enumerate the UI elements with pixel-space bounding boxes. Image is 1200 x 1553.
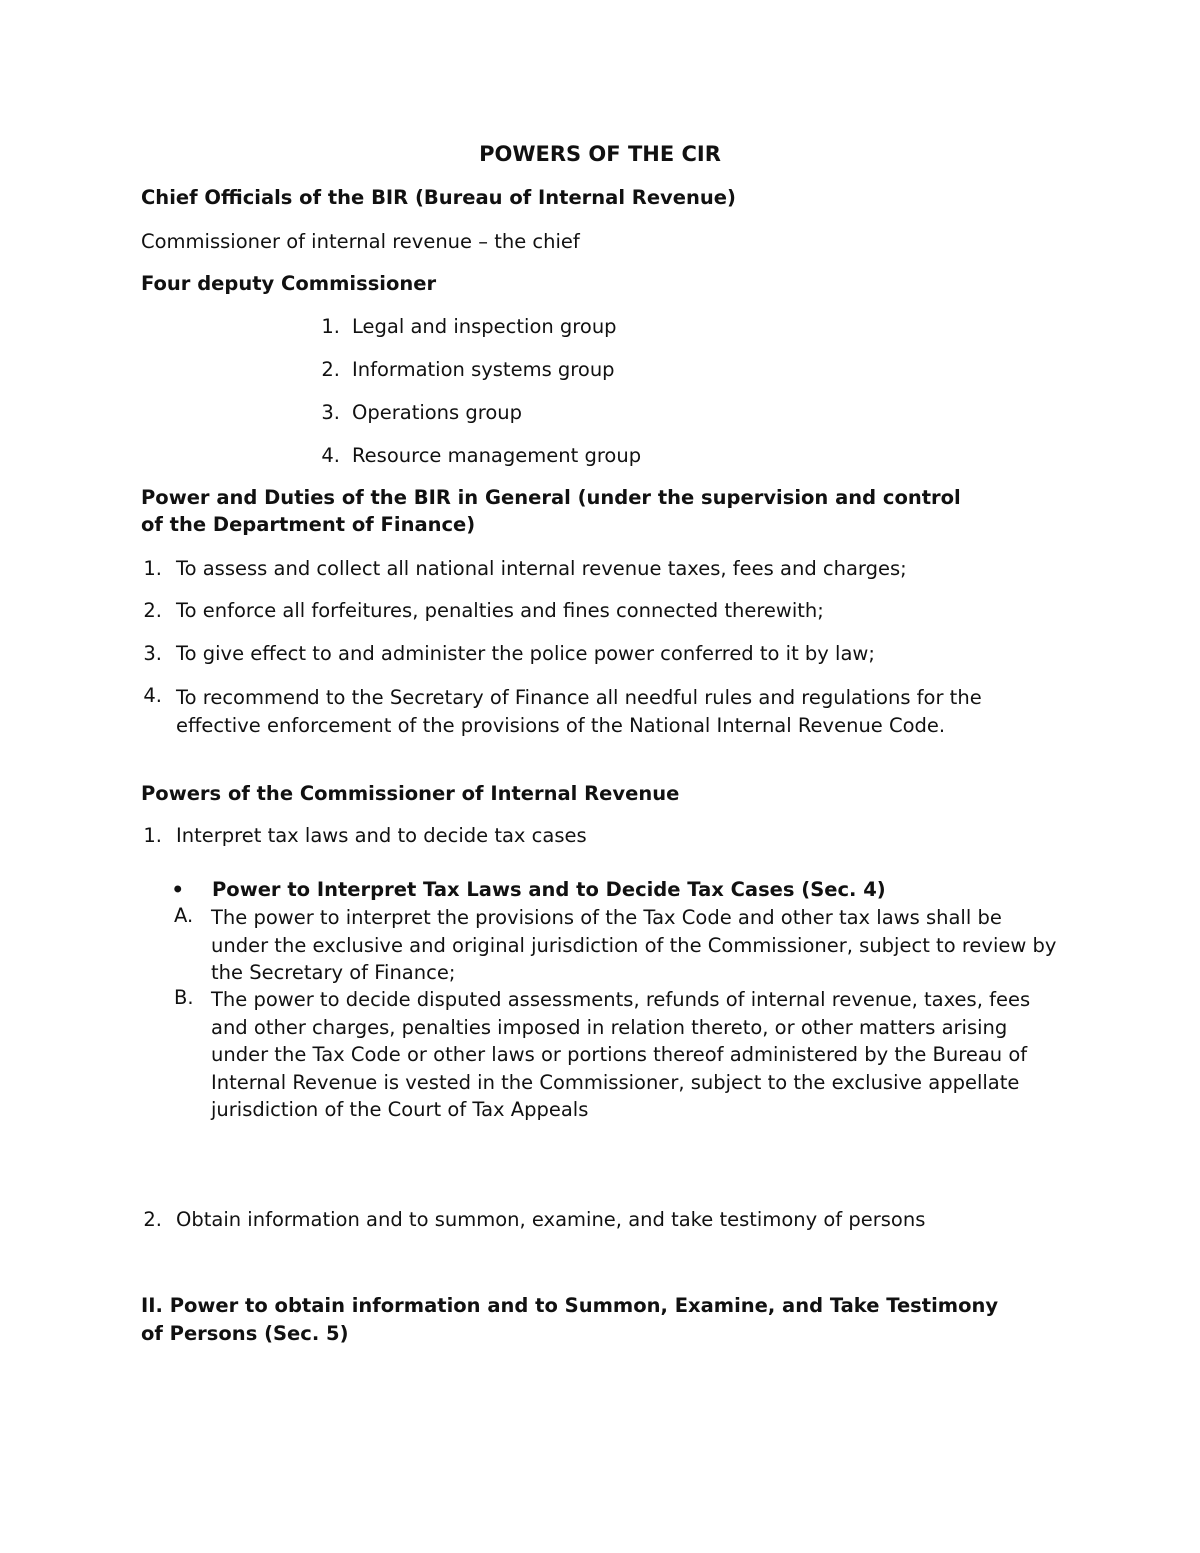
powers-heading: Powers of the Commissioner of Internal Revenue bbox=[141, 782, 680, 805]
list-number: 3. bbox=[321, 401, 340, 424]
duties-heading-line1: Power and Duties of the BIR in General (under the supervision and control bbox=[141, 486, 961, 509]
list-text: Information systems group bbox=[352, 358, 615, 381]
list-text: To give effect to and administer the police power conferred to it by law; bbox=[176, 642, 875, 665]
bullet-text: Power to Interpret Tax Laws and to Decide Tax Cases (Sec. 4) bbox=[212, 878, 886, 901]
list-number: 1. bbox=[321, 315, 340, 338]
bullet-icon: • bbox=[171, 878, 184, 901]
list-number: 2. bbox=[143, 599, 162, 622]
list-number: 4. bbox=[321, 444, 340, 467]
section-heading: II. Power to obtain information and to Summon, Examine, and Take Testimony of Persons (Sec. 5) bbox=[141, 1294, 999, 1345]
list-letter: A. bbox=[174, 904, 194, 927]
list-number: 1. bbox=[143, 557, 162, 580]
list-text: To enforce all forfeitures, penalties and fines connected therewith; bbox=[176, 599, 824, 622]
page-title: POWERS OF THE CIR bbox=[479, 142, 721, 166]
commissioner-line: Commissioner of internal revenue – the chief bbox=[141, 230, 580, 253]
list-number: 2. bbox=[321, 358, 340, 381]
list-text: The power to decide disputed assessments, refunds of internal revenue, taxes, fees and other charges, penalties imposed in relation thereto, or other matters arising under the Tax Code or other laws or portions thereof administered by the Bureau of Internal Revenue is vested in the Commissioner, subject to the exclusive appellate jurisdiction of the Court of Tax Appeals bbox=[211, 988, 1031, 1121]
list-number: 1. bbox=[143, 824, 162, 847]
list-text: Resource management group bbox=[352, 444, 642, 467]
list-text: To recommend to the Secretary of Finance all needful rules and regulations for the effective enforcement of the provisions of the National Internal Revenue Code. bbox=[176, 686, 982, 737]
list-text: The power to interpret the provisions of the Tax Code and other tax laws shall be under the exclusive and original jurisdiction of the Commissioner, subject to review by the Secretary of Finance; bbox=[211, 906, 1057, 984]
list-text: Interpret tax laws and to decide tax cases bbox=[176, 824, 587, 847]
list-number: 4. bbox=[143, 684, 162, 707]
list-text: Legal and inspection group bbox=[352, 315, 617, 338]
list-text: To assess and collect all national internal revenue taxes, fees and charges; bbox=[176, 557, 907, 580]
duties-heading-line2: of the Department of Finance) bbox=[141, 513, 476, 536]
deputy-heading: Four deputy Commissioner bbox=[141, 272, 437, 295]
chief-officials-heading: Chief Officials of the BIR (Bureau of Internal Revenue) bbox=[141, 186, 736, 209]
list-number: 3. bbox=[143, 642, 162, 665]
list-number: 2. bbox=[143, 1208, 162, 1231]
list-letter: B. bbox=[174, 986, 194, 1009]
list-text: Operations group bbox=[352, 401, 523, 424]
list-text: Obtain information and to summon, examine, and take testimony of persons bbox=[176, 1208, 926, 1231]
